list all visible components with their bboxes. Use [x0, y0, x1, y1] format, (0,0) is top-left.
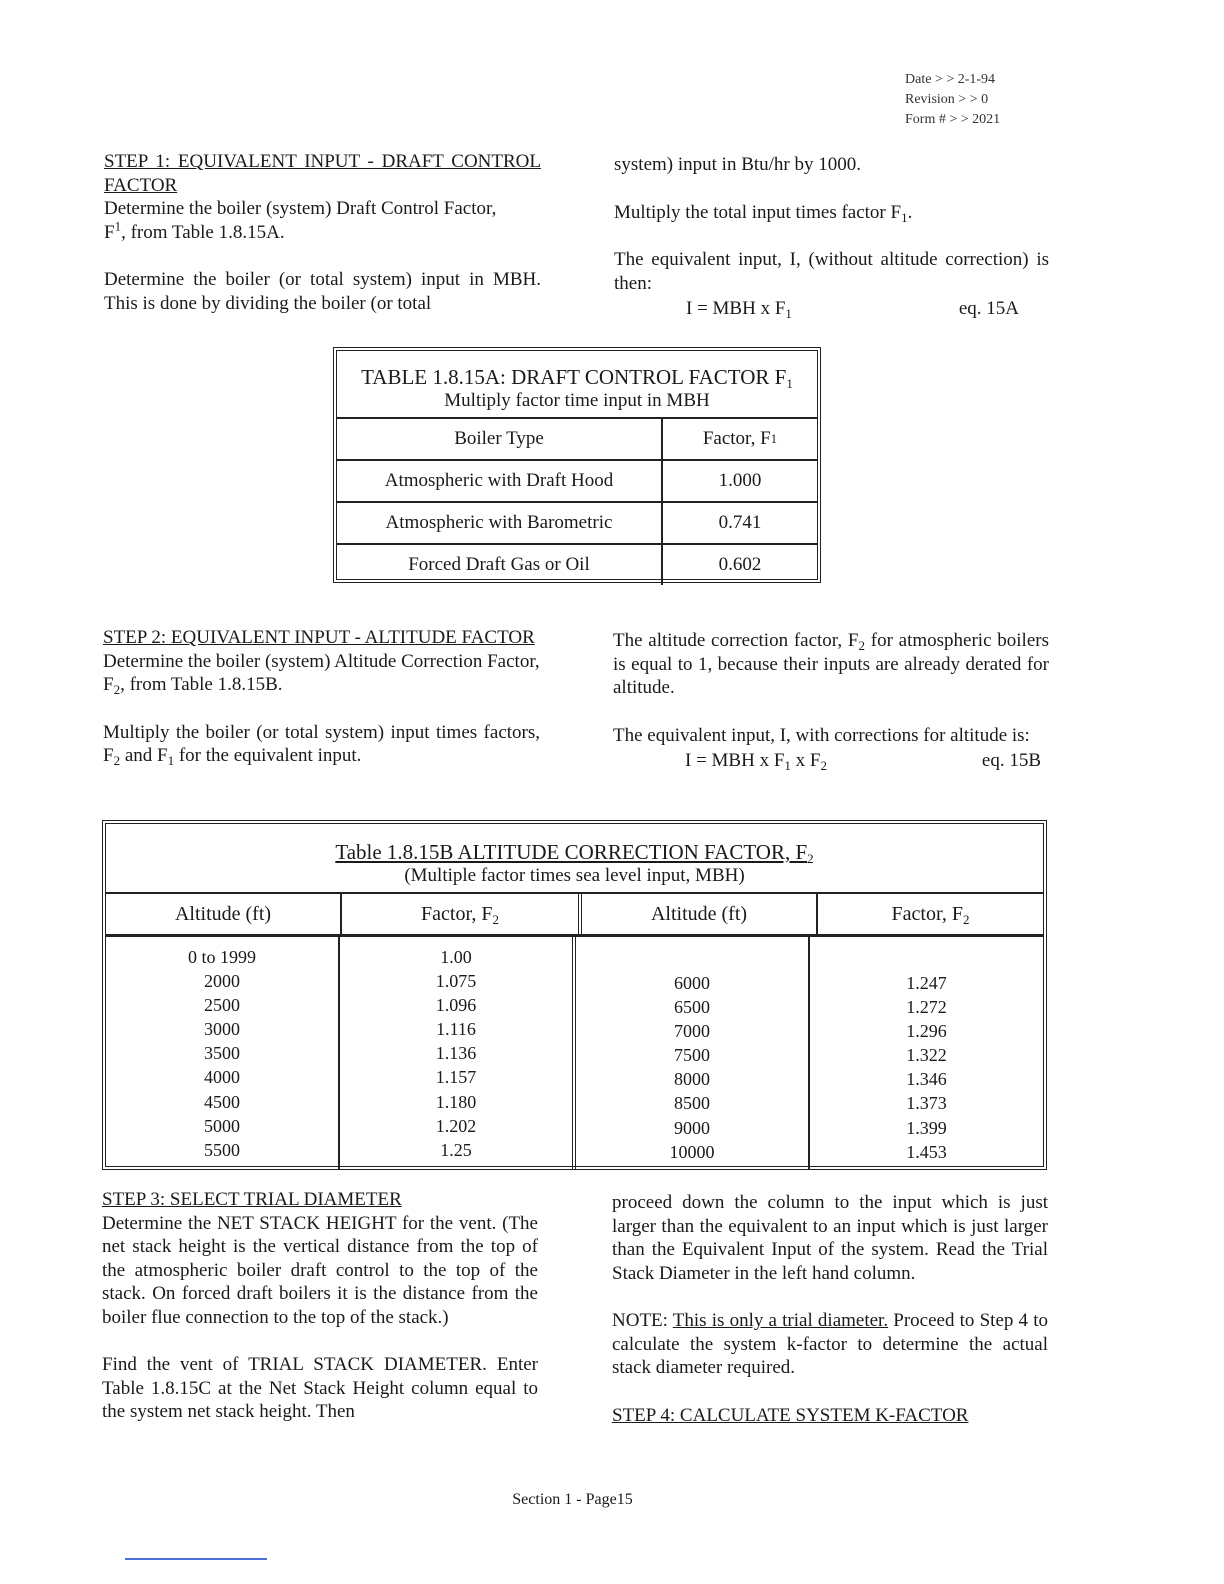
- step1-heading: STEP 1: EQUIVALENT INPUT - DRAFT CONTROL FACTOR: [104, 151, 541, 196]
- table-cell: 1.136: [435, 1043, 477, 1064]
- table-cell: 3000: [204, 1019, 240, 1040]
- table-cell: 1.247: [906, 973, 947, 993]
- equation-15a: [614, 297, 1049, 321]
- step1-right-paragraph-1: system) input in Btu/hr by 1000.: [614, 154, 861, 175]
- step3-left-column: [102, 1188, 538, 1424]
- table-cell: 8500: [674, 1093, 710, 1114]
- step1-paragraph-2: Determine the boiler (or total system) input in MBH. This is done by dividing the boiler (or total: [104, 269, 541, 314]
- table-cell: 5500: [204, 1139, 240, 1160]
- table-cell: 1.180: [435, 1091, 477, 1112]
- step4-heading: STEP 4: CALCULATE SYSTEM K-FACTOR: [612, 1404, 969, 1426]
- bottom-divider: [125, 1558, 267, 1560]
- table-cell: 0 to 1999: [187, 947, 256, 967]
- table-cell: 1.202: [435, 1115, 477, 1136]
- table-cell: 9000: [674, 1117, 710, 1138]
- table-b-header-altitude-right: Altitude (ft): [582, 894, 818, 934]
- step2-paragraph-1: Determine the boiler (system) Altitude Correction Factor, $F_2$, from Table 1.8.15B.: [103, 650, 540, 697]
- revision-line: Revision > > 0: [905, 92, 989, 107]
- table-cell: 1.322: [906, 1045, 947, 1066]
- table-b-header-factor-left: Factor, $F_2$: [342, 894, 582, 934]
- step3-heading: STEP 3: SELECT TRIAL DIAMETER: [102, 1189, 402, 1210]
- table-cell: 4500: [204, 1091, 240, 1112]
- table-cell: 1.116: [436, 1019, 476, 1040]
- equation-15b-expression: I = MBH x $F_1$ x $F_2$: [685, 750, 827, 773]
- table-cell: 1.399: [906, 1117, 947, 1138]
- form-line: Form # > > 2021: [905, 112, 1001, 127]
- trial-diameter-note: This is only a trial diameter.: [672, 1310, 889, 1331]
- table-cell: 1.373: [906, 1093, 947, 1114]
- table-cell: 5000: [204, 1115, 240, 1136]
- table-b-header-row: [106, 894, 1043, 937]
- step2-right-paragraph-2: The equivalent input, I, with corrections for altitude is:: [613, 724, 1030, 746]
- step3-right-column: [612, 1191, 1048, 1427]
- table-cell: 3500: [204, 1043, 240, 1064]
- table-row: Atmospheric with Draft Hood 1.000: [337, 461, 817, 503]
- step2-paragraph-2: Multiply the boiler (or total system) input times factors, $F_2$ and $F_1$ for the equivalent input.: [103, 721, 540, 768]
- table-cell: 6500: [674, 997, 710, 1018]
- table-a-title: TABLE 1.8.15A: DRAFT CONTROL FACTOR $F_1$ Multiply factor time input in MBH: [337, 351, 817, 419]
- table-b-body: [106, 937, 1043, 1169]
- table-cell: 1.296: [906, 1021, 947, 1042]
- step3-right-paragraph-1: proceed down the column to the input which is just larger than the equivalent to an input which is just larger than the Equivalent Input of the system. Read the Trial Stack Diameter in the left hand column.: [612, 1192, 1048, 1284]
- table-cell: 1.25: [440, 1139, 472, 1160]
- table-b-subtitle: (Multiple factor times sea level input, MBH): [404, 865, 745, 886]
- table-cell: 8000: [674, 1069, 710, 1090]
- altitude-correction-factor-table: [102, 820, 1047, 1170]
- table-cell: 4000: [204, 1067, 240, 1088]
- step1-right-column: [614, 153, 1049, 321]
- table-cell: 1.272: [906, 997, 947, 1018]
- step1-left-column: [104, 150, 541, 315]
- table-cell: 1.453: [906, 1141, 947, 1162]
- table-b-left-factors: [340, 937, 576, 1169]
- table-cell: 7500: [674, 1045, 710, 1066]
- table-cell: 10000: [669, 1141, 715, 1162]
- table-a-subtitle: Multiply factor time input in MBH: [444, 390, 710, 411]
- table-row: Atmospheric with Barometric 0.741: [337, 503, 817, 545]
- draft-control-factor-table: [333, 347, 821, 583]
- date-line: Date > > 2-1-94: [905, 72, 996, 87]
- table-a-header-boiler-type: Boiler Type: [337, 419, 663, 459]
- table-b-header-altitude-left: Altitude (ft): [106, 894, 342, 934]
- step1-right-paragraph-3: The equivalent input, I, (without altitude correction) is then:: [614, 249, 1049, 294]
- table-cell: 6000: [674, 973, 710, 993]
- page-footer: Section 1 - Page15: [512, 1491, 633, 1508]
- equation-15b-tag: eq. 15B: [981, 750, 1041, 771]
- step3-paragraph-1: Determine the NET STACK HEIGHT for the vent. (The net stack height is the vertical distance from the top of the atmospheric boiler draft control to the top of the stack. On forced draft boilers it is the distance from the boiler flue connection to the top of the stack.): [102, 1212, 538, 1328]
- table-b-left-altitudes: [106, 937, 340, 1169]
- table-a-header-factor: Factor, F 1: [702, 428, 778, 449]
- table-a-header-row: [337, 419, 817, 461]
- step2-left-column: [103, 626, 540, 768]
- document-meta: [905, 70, 1000, 130]
- step3-note: NOTE: This is only a trial diameter. Proceed to Step 4 to calculate the system k-factor to determine the actual stack diameter required.: [612, 1310, 1049, 1378]
- step3-paragraph-2: Find the vent of TRIAL STACK DIAMETER. Enter Table 1.8.15C at the Net Stack Height column equal to the system net stack height. Then: [102, 1354, 538, 1422]
- step2-heading: STEP 2: EQUIVALENT INPUT - ALTITUDE FACTOR: [103, 627, 535, 648]
- step1-right-paragraph-2: Multiply the total input times factor $F_1$.: [614, 201, 913, 225]
- table-cell: 1.346: [906, 1069, 947, 1090]
- table-row: Forced Draft Gas or Oil 0.602: [337, 545, 817, 585]
- table-b-title: Table 1.8.15B ALTITUDE CORRECTION FACTOR, $F_2$ (Multiple factor times sea level input, MBH): [106, 824, 1043, 894]
- step2-right-paragraph-1: The altitude correction factor, $F_2$ for atmospheric boilers is equal to 1, because their inputs are already derated for altitude.: [613, 630, 1049, 698]
- equation-15a-expression: I = MBH x $F_1$: [686, 298, 792, 321]
- step1-paragraph-1: Determine the boiler (system) Draft Control Factor, $F^1$, from Table 1.8.15A.: [104, 198, 497, 243]
- table-b-right-altitudes: [576, 937, 810, 1169]
- table-cell: 7000: [674, 1021, 710, 1042]
- table-cell: 1.00: [440, 947, 472, 967]
- table-cell: 2000: [204, 971, 240, 992]
- table-cell: 1.075: [435, 971, 477, 992]
- table-cell: 1.096: [435, 995, 477, 1016]
- step2-right-column: [613, 629, 1049, 773]
- table-cell: 2500: [204, 995, 240, 1016]
- equation-15a-tag: eq. 15A: [958, 298, 1019, 319]
- table-cell: 1.157: [435, 1067, 477, 1088]
- equation-15b: [613, 749, 1049, 773]
- table-b-header-factor-right: Factor, $F_2$: [891, 902, 970, 927]
- table-b-right-factors: [810, 937, 1043, 1169]
